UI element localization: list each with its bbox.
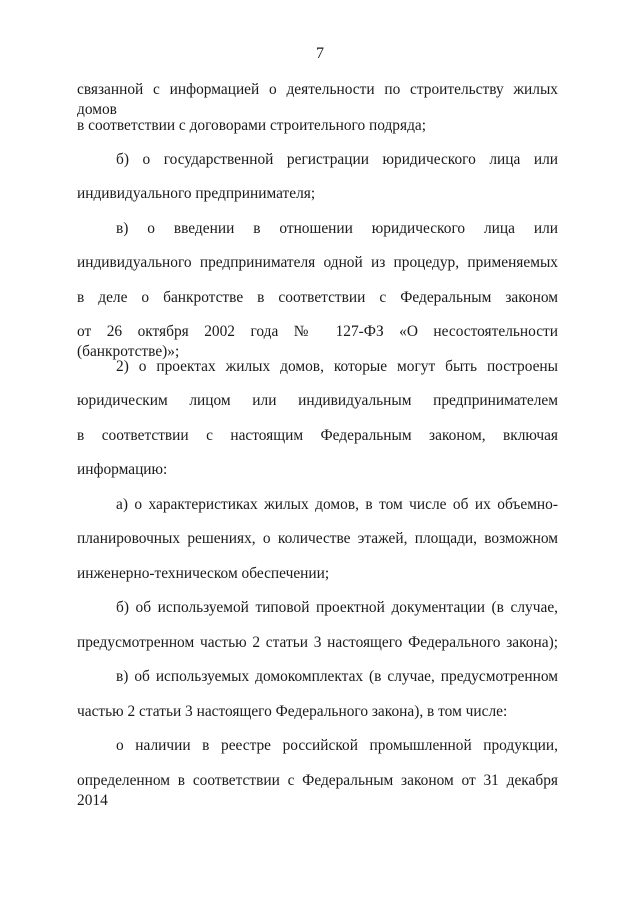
text-line: а) о характеристиках жилых домов, в том числе об их объемно- xyxy=(116,496,558,513)
page-number: 7 xyxy=(316,45,324,62)
text-line: юридическим лицом или индивидуальным предпринимателем xyxy=(77,392,558,409)
text-line: в соответствии с договорами строительного подряда; xyxy=(77,117,427,134)
text-line: информацию: xyxy=(77,461,168,478)
text-line: б) о государственной регистрации юридического лица или xyxy=(116,151,558,168)
text-line: инженерно-техническом обеспечении; xyxy=(77,565,330,582)
text-line: о наличии в реестре российской промышленной продукции, xyxy=(116,737,558,754)
text-line: в) о введении в отношении юридического лица или xyxy=(116,220,558,237)
text-line: б) об используемой типовой проектной документации (в случае, xyxy=(116,599,558,616)
text-line: индивидуального предпринимателя; xyxy=(77,185,316,202)
text-line: от 26 октября 2002 года № 127-ФЗ «О несостоятельности (банкротстве)»; xyxy=(77,323,558,360)
text-line: индивидуального предпринимателя одной из процедур, применяемых xyxy=(77,254,558,271)
text-line: в) об используемых домокомплектах (в случае, предусмотренном xyxy=(116,668,558,685)
text-line: 2) о проектах жилых домов, которые могут быть построены xyxy=(116,358,558,375)
text-line: в деле о банкротстве в соответствии с Федеральным законом xyxy=(77,289,558,306)
text-line: предусмотренном частью 2 статьи 3 настоящего Федерального закона); xyxy=(77,634,558,651)
text-line: связанной с информацией о деятельности по строительству жилых домов xyxy=(77,81,558,118)
text-line: в соответствии с настоящим Федеральным законом, включая xyxy=(77,427,558,444)
text-line: определенном в соответствии с Федеральным законом от 31 декабря 2014 xyxy=(77,772,558,809)
text-line: планировочных решениях, о количестве этажей, площади, возможном xyxy=(77,530,558,547)
text-line: частью 2 статьи 3 настоящего Федерального закона), в том числе: xyxy=(77,703,508,720)
